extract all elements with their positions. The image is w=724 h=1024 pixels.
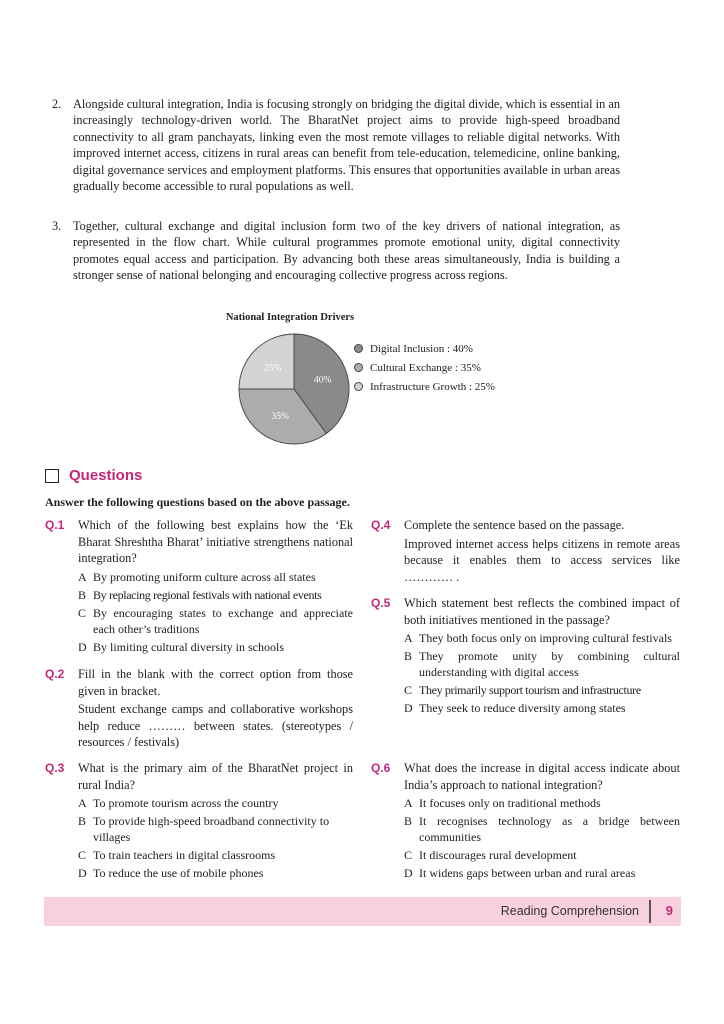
option-b: B By replacing regional festivals with national events xyxy=(78,587,322,602)
option-b: B It recognises technology as a bridge between communities xyxy=(404,814,680,845)
option-b: B They promote unity by combining cultural understanding with digital access xyxy=(404,649,680,680)
options-list xyxy=(78,795,353,881)
fill-in-blank-sentence: Improved internet access helps citizens in remote areas because it enables them to access services like ………… . xyxy=(404,536,680,584)
question-text: What does the increase in digital access indicate about India’s approach to national integration? xyxy=(404,761,680,792)
legend-label: Cultural Exchange : 35% xyxy=(370,361,481,374)
options-list xyxy=(404,630,680,716)
question-text: Which statement best reflects the combined impact of both initiatives mentioned in the passage? xyxy=(404,596,680,627)
legend-swatch-icon xyxy=(354,382,363,391)
legend-item xyxy=(354,339,495,358)
instructions: Answer the following questions based on the above passage. xyxy=(45,495,350,509)
options-list xyxy=(404,795,680,881)
option-a: A By promoting uniform culture across all states xyxy=(78,569,316,584)
question-text: Complete the sentence based on the passage. xyxy=(404,518,625,532)
pie-slice-label: 35% xyxy=(271,411,289,422)
question-number: Q.5 xyxy=(371,596,391,610)
question-number: Q.2 xyxy=(45,667,65,681)
options-list xyxy=(78,569,353,655)
paragraph-number: 2. xyxy=(52,97,62,111)
question-5 xyxy=(371,595,680,718)
legend-item xyxy=(354,377,495,396)
question-3 xyxy=(45,760,353,883)
chart-legend xyxy=(354,339,495,396)
question-number: Q.4 xyxy=(371,518,391,532)
legend-item xyxy=(354,358,495,377)
legend-label: Digital Inclusion : 40% xyxy=(370,342,473,355)
footer-section-title: Reading Comprehension xyxy=(500,904,639,918)
fill-in-blank-sentence: Student exchange camps and collaborative workshops help reduce ……… between states. (stereotypes / resources / festivals) xyxy=(78,702,353,750)
question-number: Q.6 xyxy=(371,761,391,775)
paragraph-text: Alongside cultural integration, India is focusing strongly on bridging the digital divide, which is essential in an increasingly technology-driven world. The BharatNet project aims to provide high-speed broadband connectivity to all gram panchayats, linking even the most remote villages to reliable digital networks. With improved internet access, citizens in rural areas can benefit from tele-education, telemedicine, online banking, digital governance services and employment platforms. This ensures that opportunities available in urban areas gradually become accessible to rural populations as well. xyxy=(73,97,620,194)
question-number: Q.1 xyxy=(45,518,65,532)
passage-paragraph-2 xyxy=(52,96,620,194)
paragraph-text: Together, cultural exchange and digital inclusion form two of the key drivers of national integration, as represented in the flow chart. While cultural programmes promote emotional unity, digital connectivity promotes equal access and participation. By advancing both these areas simultaneously, India is building a stronger sense of national belonging and encouraging collective progress across regions. xyxy=(73,219,620,283)
questions-heading xyxy=(45,467,142,484)
legend-label: Infrastructure Growth : 25% xyxy=(370,380,495,393)
checkbox-square-icon xyxy=(45,469,59,483)
option-c: C To train teachers in digital classrooms xyxy=(78,848,276,863)
pie-slice-label: 25% xyxy=(263,363,282,374)
option-d: D It widens gaps between urban and rural areas xyxy=(404,866,636,881)
legend-swatch-icon xyxy=(354,363,363,372)
question-text: What is the primary aim of the BharatNet project in rural India? xyxy=(78,761,353,792)
chart-title: National Integration Drivers xyxy=(225,312,355,323)
footer-divider xyxy=(649,900,651,923)
question-4 xyxy=(371,517,680,585)
passage-paragraph-3 xyxy=(52,218,620,284)
question-text: Fill in the blank with the correct option from those given in bracket. xyxy=(78,667,353,698)
option-a: A It focuses only on traditional methods xyxy=(404,796,601,811)
pie-slice-label: 40% xyxy=(314,375,332,386)
question-1 xyxy=(45,517,353,657)
question-2 xyxy=(45,666,353,751)
option-c: C By encouraging states to exchange and appreciate each other’s traditions xyxy=(78,605,353,636)
question-6 xyxy=(371,760,680,883)
questions-heading-text: Questions xyxy=(69,467,143,484)
pie-slice-infrastructure-growth xyxy=(239,334,294,389)
page-footer xyxy=(44,897,681,926)
option-b: B To provide high-speed broadband connectivity to villages xyxy=(78,814,330,845)
legend-swatch-icon xyxy=(354,344,363,353)
question-number: Q.3 xyxy=(45,761,65,775)
option-a: A They both focus only on improving cultural festivals xyxy=(404,631,672,646)
option-d: D To reduce the use of mobile phones xyxy=(78,866,264,881)
paragraph-number: 3. xyxy=(52,219,62,233)
option-a: A To promote tourism across the country xyxy=(78,796,279,811)
option-c: C They primarily support tourism and infrastructure xyxy=(404,683,641,698)
option-d: D They seek to reduce diversity among states xyxy=(404,701,626,716)
option-d: D By limiting cultural diversity in schools xyxy=(78,639,284,654)
option-c: C It discourages rural development xyxy=(404,848,577,863)
pie-chart xyxy=(236,331,352,447)
question-text: Which of the following best explains how the ‘Ek Bharat Shreshtha Bharat’ initiative strengthens national integration? xyxy=(78,518,353,566)
page-number: 9 xyxy=(665,903,673,918)
